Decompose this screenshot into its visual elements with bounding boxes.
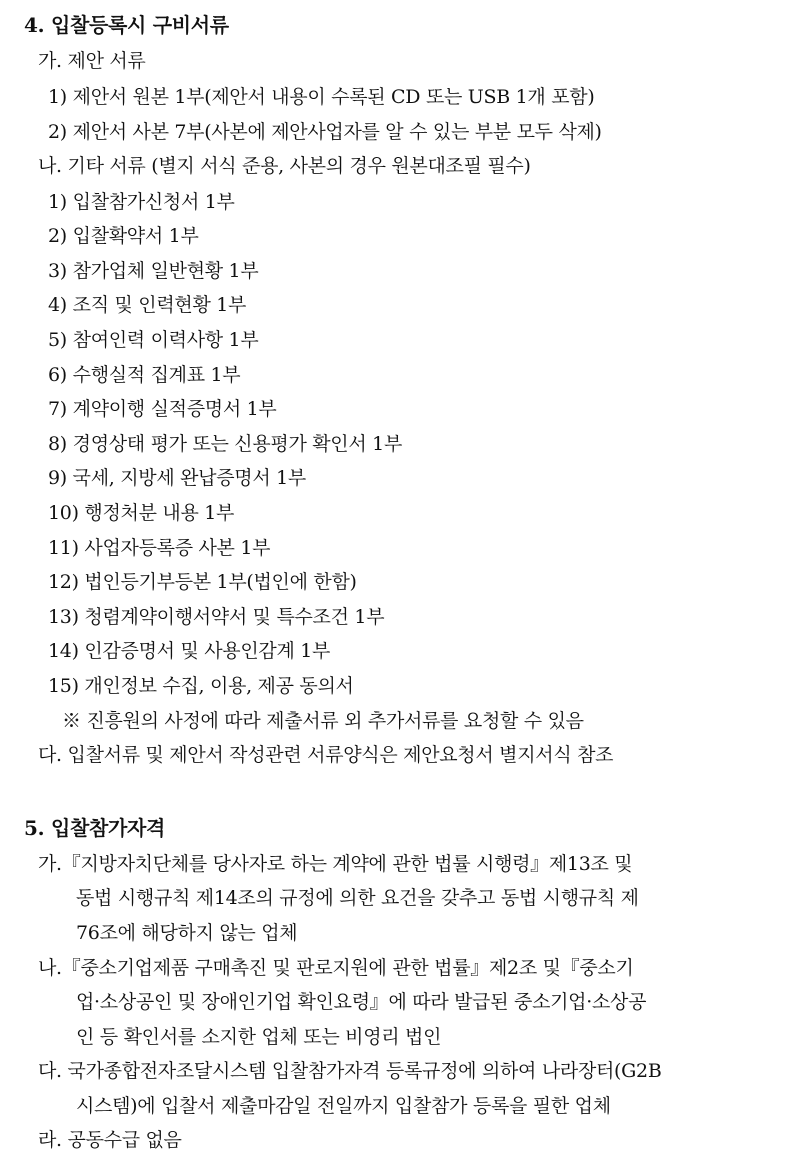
- section-4-na-note: ※ 진흥원의 사정에 따라 제출서류 외 추가서류를 요청할 수 있음: [62, 710, 584, 732]
- section-5-da-line-2: 시스템)에 입찰서 제출마감일 전일까지 입찰참가 등록을 필한 업체: [76, 1095, 611, 1117]
- section-4-ga-item-2: 2) 제안서 사본 7부(사본에 제안사업자를 알 수 있는 부분 모두 삭제): [48, 121, 602, 143]
- section-5-ga-line-2: 동법 시행규칙 제14조의 규정에 의한 요건을 갖추고 동법 시행규칙 제: [76, 887, 639, 909]
- section-4-da: 다. 입찰서류 및 제안서 작성관련 서류양식은 제안요청서 별지서식 참조: [38, 744, 614, 766]
- section-4-na-item-10: 10) 행정처분 내용 1부: [48, 502, 235, 524]
- section-4-na-item-2: 2) 입찰확약서 1부: [48, 225, 199, 247]
- section-4-na-item-4: 4) 조직 및 인력현황 1부: [48, 294, 247, 316]
- section-4-heading: 4. 입찰등록시 구비서류: [24, 13, 229, 37]
- section-5-na-line-2: 업·소상공인 및 장애인기업 확인요령』에 따라 발급된 중소기업·소상공: [76, 991, 647, 1013]
- section-4-na-title: 나. 기타 서류 (별지 서식 준용, 사본의 경우 원본대조필 필수): [38, 155, 531, 177]
- section-4-na-item-11: 11) 사업자등록증 사본 1부: [48, 537, 271, 559]
- section-4-na-item-9: 9) 국세, 지방세 완납증명서 1부: [48, 467, 306, 489]
- section-4-ga-item-1: 1) 제안서 원본 1부(제안서 내용이 수록된 CD 또는 USB 1개 포함): [48, 86, 595, 108]
- section-4-na-item-7: 7) 계약이행 실적증명서 1부: [48, 398, 277, 420]
- section-5-ga-line-3: 76조에 해당하지 않는 업체: [76, 922, 298, 944]
- section-4-na-item-5: 5) 참여인력 이력사항 1부: [48, 329, 259, 351]
- section-4-na-item-12: 12) 법인등기부등본 1부(법인에 한함): [48, 571, 357, 593]
- section-4-ga-title: 가. 제안 서류: [38, 50, 146, 72]
- section-5-na-line-1: 나.『중소기업제품 구매촉진 및 판로지원에 관한 법률』제2조 및『중소기: [38, 957, 634, 979]
- section-4-na-item-3: 3) 참가업체 일반현황 1부: [48, 260, 259, 282]
- section-5-ra: 라. 공동수급 없음: [38, 1129, 182, 1151]
- section-5-na-line-3: 인 등 확인서를 소지한 업체 또는 비영리 법인: [76, 1026, 442, 1048]
- section-5-da-line-1: 다. 국가종합전자조달시스템 입찰참가자격 등록규정에 의하여 나라장터(G2B: [38, 1060, 662, 1082]
- section-5-ga-line-1: 가.『지방자치단체를 당사자로 하는 계약에 관한 법률 시행령』제13조 및: [38, 853, 633, 875]
- section-4-na-item-14: 14) 인감증명서 및 사용인감계 1부: [48, 640, 331, 662]
- section-4-na-item-15: 15) 개인정보 수집, 이용, 제공 동의서: [48, 675, 354, 697]
- section-5-heading: 5. 입찰참가자격: [24, 816, 166, 840]
- section-4-na-item-1: 1) 입찰참가신청서 1부: [48, 191, 235, 213]
- section-4-na-item-8: 8) 경영상태 평가 또는 신용평가 확인서 1부: [48, 433, 402, 455]
- section-4-na-item-13: 13) 청렴계약이행서약서 및 특수조건 1부: [48, 606, 385, 628]
- section-4-na-item-6: 6) 수행실적 집계표 1부: [48, 364, 241, 386]
